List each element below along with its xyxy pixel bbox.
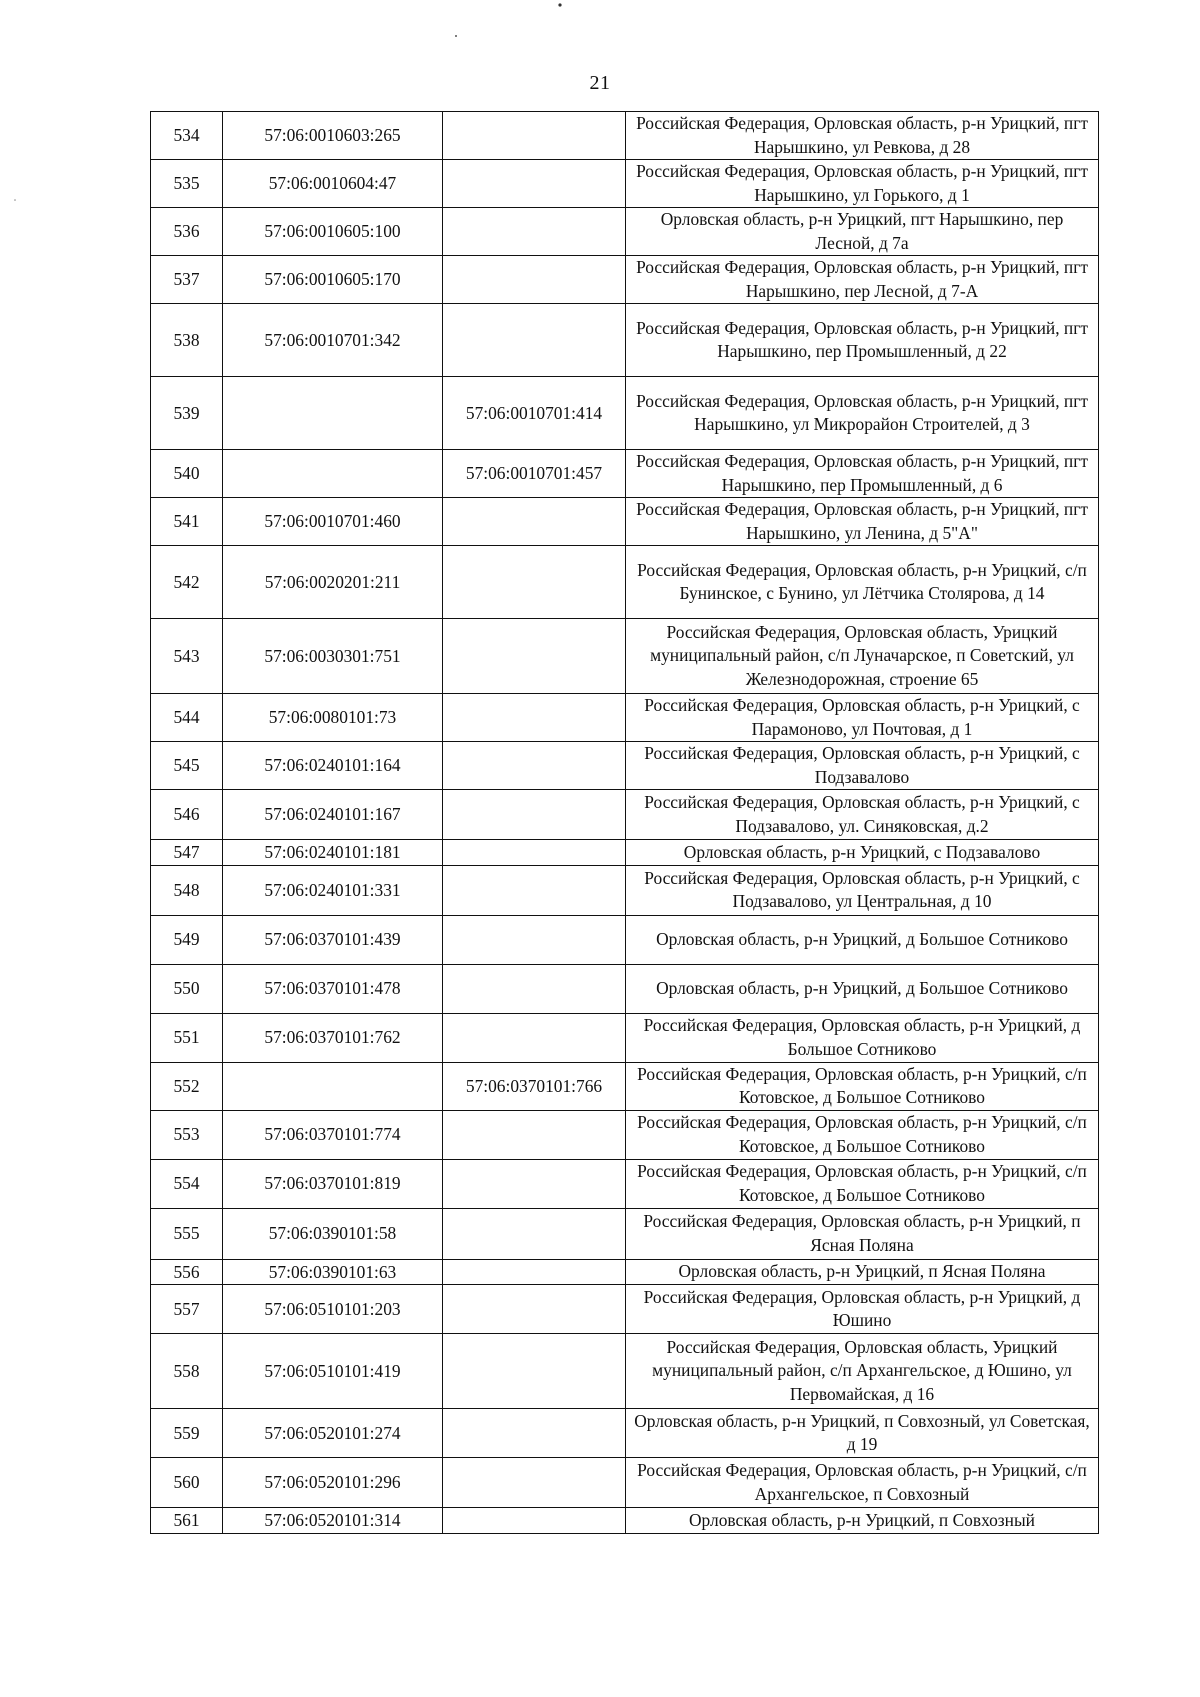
cadastral-number-alt-cell xyxy=(443,1259,626,1285)
cadastral-number-alt-cell xyxy=(443,1458,626,1508)
cadastral-number-cell: 57:06:0240101:167 xyxy=(223,790,443,840)
cadastral-number-alt-cell xyxy=(443,546,626,619)
cadastral-number-alt-cell xyxy=(443,304,626,377)
address-cell: Российская Федерация, Орловская область, р-н Урицкий, пгт Нарышкино, пер Промышленный, д 22 xyxy=(626,304,1099,377)
table-row xyxy=(151,915,1099,964)
cadastral-number-alt-cell xyxy=(443,840,626,866)
row-number-cell: 537 xyxy=(151,256,223,304)
address-cell: Российская Федерация, Орловская область, р-н Урицкий, пгт Нарышкино, ул Микрорайон Строителей, д 3 xyxy=(626,377,1099,450)
cadastral-number-alt-cell xyxy=(443,1334,626,1409)
table-row xyxy=(151,790,1099,840)
cadastral-number-alt-cell xyxy=(443,256,626,304)
address-cell: Российская Федерация, Орловская область, р-н Урицкий, пгт Нарышкино, пер Лесной, д 7-А xyxy=(626,256,1099,304)
cadastral-number-alt-cell xyxy=(443,112,626,160)
row-number-cell: 534 xyxy=(151,112,223,160)
cadastral-number-alt-cell: 57:06:0010701:414 xyxy=(443,377,626,450)
speck xyxy=(14,199,16,201)
cadastral-number-cell xyxy=(223,377,443,450)
speck xyxy=(558,3,561,6)
address-cell: Российская Федерация, Орловская область, р-н Урицкий, пгт Нарышкино, ул Ленина, д 5"А" xyxy=(626,498,1099,546)
row-number-cell: 554 xyxy=(151,1159,223,1208)
table-row xyxy=(151,1259,1099,1285)
table-row xyxy=(151,160,1099,208)
row-number-cell: 538 xyxy=(151,304,223,377)
cadastral-number-cell: 57:06:0240101:164 xyxy=(223,742,443,790)
cadastral-number-cell xyxy=(223,450,443,498)
cadastral-number-alt-cell xyxy=(443,208,626,256)
cadastral-number-alt-cell xyxy=(443,915,626,964)
cadastral-number-cell: 57:06:0010605:170 xyxy=(223,256,443,304)
row-number-cell: 536 xyxy=(151,208,223,256)
table-row xyxy=(151,304,1099,377)
address-cell: Российская Федерация, Орловская область, р-н Урицкий, пгт Нарышкино, ул Ревкова, д 28 xyxy=(626,112,1099,160)
address-cell: Российская Федерация, Орловская область, р-н Урицкий, п Ясная Поляна xyxy=(626,1208,1099,1259)
cadastral-number-alt-cell xyxy=(443,498,626,546)
row-number-cell: 558 xyxy=(151,1334,223,1409)
speck xyxy=(455,35,457,37)
address-cell: Орловская область, р-н Урицкий, с Подзавалово xyxy=(626,840,1099,866)
address-cell: Российская Федерация, Орловская область, р-н Урицкий, с/п Котовское, д Большое Сотниково xyxy=(626,1159,1099,1208)
table-row xyxy=(151,619,1099,694)
cadastral-number-cell: 57:06:0370101:774 xyxy=(223,1110,443,1159)
row-number-cell: 546 xyxy=(151,790,223,840)
cadastral-number-alt-cell: 57:06:0010701:457 xyxy=(443,450,626,498)
cadastral-number-cell: 57:06:0030301:751 xyxy=(223,619,443,694)
cadastral-number-alt-cell xyxy=(443,1285,626,1334)
address-cell: Российская Федерация, Орловская область, р-н Урицкий, с/п Бунинское, с Бунино, ул Лётчика Столярова, д 14 xyxy=(626,546,1099,619)
cadastral-number-alt-cell xyxy=(443,790,626,840)
row-number-cell: 553 xyxy=(151,1110,223,1159)
table-row xyxy=(151,964,1099,1013)
cadastral-number-cell: 57:06:0010701:342 xyxy=(223,304,443,377)
address-cell: Российская Федерация, Орловская область, р-н Урицкий, с/п Котовское, д Большое Сотниково xyxy=(626,1110,1099,1159)
row-number-cell: 555 xyxy=(151,1208,223,1259)
address-cell: Орловская область, р-н Урицкий, д Большое Сотниково xyxy=(626,964,1099,1013)
table-row xyxy=(151,546,1099,619)
row-number-cell: 540 xyxy=(151,450,223,498)
row-number-cell: 535 xyxy=(151,160,223,208)
table-row xyxy=(151,1334,1099,1409)
table-row xyxy=(151,450,1099,498)
cadastral-number-alt-cell xyxy=(443,1110,626,1159)
table-row xyxy=(151,1458,1099,1508)
cadastral-number-cell: 57:06:0370101:762 xyxy=(223,1013,443,1062)
row-number-cell: 544 xyxy=(151,694,223,742)
cadastral-number-cell: 57:06:0520101:314 xyxy=(223,1508,443,1534)
address-cell: Российская Федерация, Орловская область, р-н Урицкий, с Парамоново, ул Почтовая, д 1 xyxy=(626,694,1099,742)
cadastral-number-cell: 57:06:0520101:296 xyxy=(223,1458,443,1508)
cadastral-number-alt-cell xyxy=(443,619,626,694)
row-number-cell: 551 xyxy=(151,1013,223,1062)
cadastral-number-alt-cell xyxy=(443,742,626,790)
address-cell: Российская Федерация, Орловская область, р-н Урицкий, д Юшино xyxy=(626,1285,1099,1334)
cadastral-number-cell: 57:06:0010605:100 xyxy=(223,208,443,256)
address-cell: Российская Федерация, Орловская область, Урицкий муниципальный район, с/п Луначарское, п Советский, ул Железнодорожная, строение 65 xyxy=(626,619,1099,694)
table-row xyxy=(151,1062,1099,1110)
cadastral-number-alt-cell xyxy=(443,1208,626,1259)
row-number-cell: 557 xyxy=(151,1285,223,1334)
row-number-cell: 539 xyxy=(151,377,223,450)
cadastral-number-alt-cell xyxy=(443,964,626,1013)
cadastral-number-cell: 57:06:0390101:63 xyxy=(223,1259,443,1285)
table-row xyxy=(151,1159,1099,1208)
table-row xyxy=(151,840,1099,866)
cadastral-number-cell: 57:06:0010603:265 xyxy=(223,112,443,160)
address-cell: Российская Федерация, Орловская область, р-н Урицкий, с Подзавалово, ул. Синяковская, д.2 xyxy=(626,790,1099,840)
address-cell: Российская Федерация, Орловская область, р-н Урицкий, с/п Архангельское, п Совхозный xyxy=(626,1458,1099,1508)
row-number-cell: 549 xyxy=(151,915,223,964)
address-cell: Российская Федерация, Орловская область, р-н Урицкий, пгт Нарышкино, ул Горького, д 1 xyxy=(626,160,1099,208)
address-cell: Орловская область, р-н Урицкий, пгт Нарышкино, пер Лесной, д 7а xyxy=(626,208,1099,256)
cadastral-number-alt-cell xyxy=(443,160,626,208)
cadastral-number-cell: 57:06:0370101:819 xyxy=(223,1159,443,1208)
cadastral-number-cell: 57:06:0390101:58 xyxy=(223,1208,443,1259)
table-row xyxy=(151,1110,1099,1159)
cadastral-number-alt-cell xyxy=(443,1508,626,1534)
row-number-cell: 552 xyxy=(151,1062,223,1110)
cadastral-number-cell: 57:06:0240101:181 xyxy=(223,840,443,866)
address-cell: Российская Федерация, Орловская область, р-н Урицкий, д Большое Сотниково xyxy=(626,1013,1099,1062)
cadastral-number-cell: 57:06:0370101:478 xyxy=(223,964,443,1013)
row-number-cell: 543 xyxy=(151,619,223,694)
cadastral-number-cell: 57:06:0080101:73 xyxy=(223,694,443,742)
row-number-cell: 541 xyxy=(151,498,223,546)
row-number-cell: 561 xyxy=(151,1508,223,1534)
address-cell: Российская Федерация, Орловская область, р-н Урицкий, с/п Котовское, д Большое Сотниково xyxy=(626,1062,1099,1110)
address-cell: Российская Федерация, Орловская область, р-н Урицкий, с Подзавалово xyxy=(626,742,1099,790)
address-cell: Орловская область, р-н Урицкий, п Ясная Поляна xyxy=(626,1259,1099,1285)
cadastral-number-cell: 57:06:0010701:460 xyxy=(223,498,443,546)
row-number-cell: 550 xyxy=(151,964,223,1013)
table-row xyxy=(151,208,1099,256)
address-cell: Орловская область, р-н Урицкий, д Большое Сотниково xyxy=(626,915,1099,964)
page-number: 21 xyxy=(589,72,611,94)
row-number-cell: 559 xyxy=(151,1409,223,1458)
cadastral-number-cell: 57:06:0010604:47 xyxy=(223,160,443,208)
table-row xyxy=(151,742,1099,790)
cadastral-number-alt-cell: 57:06:0370101:766 xyxy=(443,1062,626,1110)
address-cell: Орловская область, р-н Урицкий, п Совхозный, ул Советская, д 19 xyxy=(626,1409,1099,1458)
registry-table xyxy=(150,111,1099,1534)
table-row xyxy=(151,498,1099,546)
table-row xyxy=(151,1208,1099,1259)
cadastral-number-cell: 57:06:0520101:274 xyxy=(223,1409,443,1458)
cadastral-number-alt-cell xyxy=(443,865,626,915)
cadastral-number-cell: 57:06:0240101:331 xyxy=(223,865,443,915)
address-cell: Орловская область, р-н Урицкий, п Совхозный xyxy=(626,1508,1099,1534)
cadastral-number-cell: 57:06:0510101:419 xyxy=(223,1334,443,1409)
cadastral-number-cell xyxy=(223,1062,443,1110)
table-row xyxy=(151,1508,1099,1534)
table-row xyxy=(151,377,1099,450)
cadastral-number-alt-cell xyxy=(443,1013,626,1062)
address-cell: Российская Федерация, Орловская область, Урицкий муниципальный район, с/п Архангельское, д Юшино, ул Первомайская, д 16 xyxy=(626,1334,1099,1409)
address-cell: Российская Федерация, Орловская область, р-н Урицкий, с Подзавалово, ул Центральная, д 10 xyxy=(626,865,1099,915)
cadastral-number-cell: 57:06:0510101:203 xyxy=(223,1285,443,1334)
cadastral-number-cell: 57:06:0020201:211 xyxy=(223,546,443,619)
row-number-cell: 556 xyxy=(151,1259,223,1285)
table-row xyxy=(151,1013,1099,1062)
cadastral-number-alt-cell xyxy=(443,1409,626,1458)
row-number-cell: 548 xyxy=(151,865,223,915)
address-cell: Российская Федерация, Орловская область, р-н Урицкий, пгт Нарышкино, пер Промышленный, д 6 xyxy=(626,450,1099,498)
table-row xyxy=(151,1285,1099,1334)
row-number-cell: 542 xyxy=(151,546,223,619)
cadastral-number-cell: 57:06:0370101:439 xyxy=(223,915,443,964)
table-body xyxy=(151,112,1099,1534)
table-row xyxy=(151,112,1099,160)
cadastral-number-alt-cell xyxy=(443,1159,626,1208)
cadastral-number-alt-cell xyxy=(443,694,626,742)
table-row xyxy=(151,1409,1099,1458)
table-row xyxy=(151,865,1099,915)
row-number-cell: 547 xyxy=(151,840,223,866)
table-row xyxy=(151,256,1099,304)
row-number-cell: 560 xyxy=(151,1458,223,1508)
table-row xyxy=(151,694,1099,742)
row-number-cell: 545 xyxy=(151,742,223,790)
